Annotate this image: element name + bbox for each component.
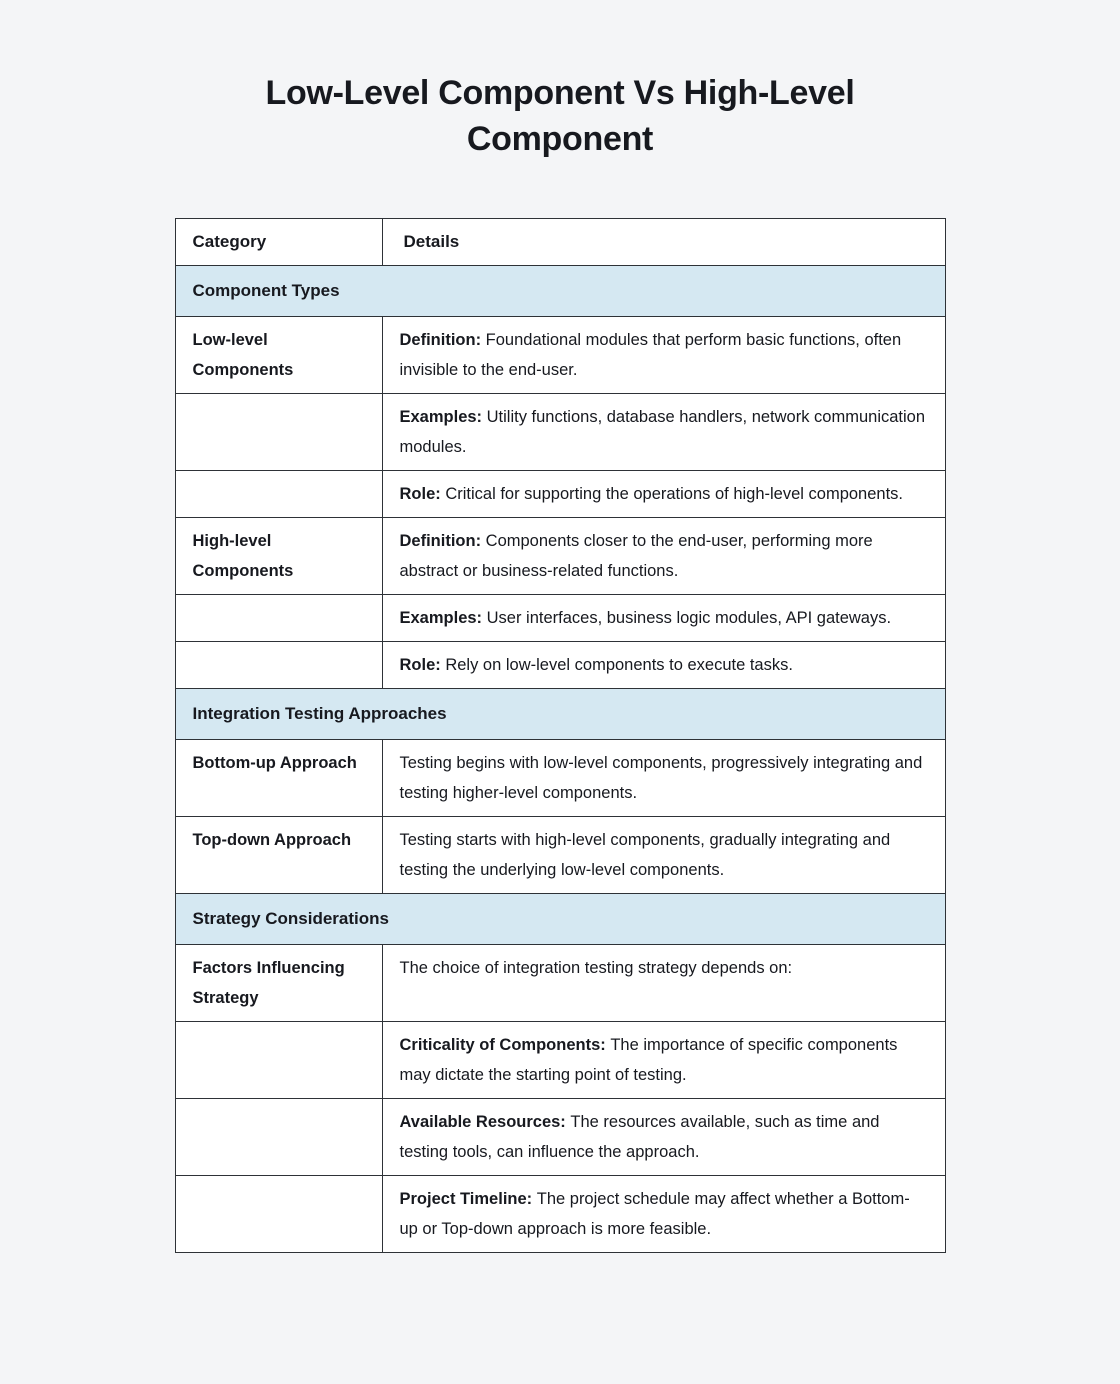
category-cell (175, 394, 382, 471)
table-row (175, 945, 945, 1022)
details-bold-lead: Examples: (399, 609, 487, 627)
details-cell: Definition: Foundational modules that perform basic functions, often invisible to the end-user. (382, 317, 945, 394)
details-cell: Testing begins with low-level components, progressively integrating and testing higher-level components. (382, 740, 945, 817)
table-body (175, 266, 945, 1253)
section-row (175, 266, 945, 317)
table-row (175, 595, 945, 642)
details-bold-lead: Definition: (399, 331, 486, 349)
table-row (175, 518, 945, 595)
category-cell: Factors Influencing Strategy (175, 945, 382, 1022)
column-header-category: Category (175, 219, 382, 266)
details-bold-lead: Available Resources: (399, 1113, 571, 1131)
category-cell: Low-level Components (175, 317, 382, 394)
details-cell: Testing starts with high-level components, gradually integrating and testing the underlying low-level components. (382, 817, 945, 894)
details-cell: The choice of integration testing strategy depends on: (382, 945, 945, 1022)
details-cell: Definition: Components closer to the end-user, performing more abstract or business-related functions. (382, 518, 945, 595)
section-label: Strategy Considerations (175, 894, 945, 945)
details-cell: Examples: User interfaces, business logic modules, API gateways. (382, 595, 945, 642)
table-row (175, 1176, 945, 1253)
category-cell: Top-down Approach (175, 817, 382, 894)
details-cell: Project Timeline: The project schedule may affect whether a Bottom-up or Top-down approach is more feasible. (382, 1176, 945, 1253)
category-cell (175, 1022, 382, 1099)
table-row (175, 817, 945, 894)
header-row (175, 219, 945, 266)
section-row (175, 894, 945, 945)
category-cell (175, 595, 382, 642)
details-bold-lead: Criticality of Components: (399, 1036, 611, 1054)
table-row (175, 642, 945, 689)
category-cell (175, 642, 382, 689)
details-cell: Criticality of Components: The importance of specific components may dictate the starting point of testing. (382, 1022, 945, 1099)
page-title: Low-Level Component Vs High-Level Component (265, 74, 855, 158)
table-row (175, 471, 945, 518)
details-bold-lead: Definition: (399, 532, 486, 550)
column-header-details: Details (382, 219, 945, 266)
details-bold-lead: Role: (399, 656, 446, 674)
table-row (175, 1099, 945, 1176)
section-label: Integration Testing Approaches (175, 689, 945, 740)
category-cell (175, 471, 382, 518)
category-cell (175, 1176, 382, 1253)
table-row (175, 740, 945, 817)
table-row (175, 317, 945, 394)
comparison-table (175, 218, 946, 1253)
details-cell: Role: Critical for supporting the operations of high-level components. (382, 471, 945, 518)
section-row (175, 689, 945, 740)
details-cell: Available Resources: The resources available, such as time and testing tools, can influence the approach. (382, 1099, 945, 1176)
details-cell: Role: Rely on low-level components to execute tasks. (382, 642, 945, 689)
table-row (175, 394, 945, 471)
section-label: Component Types (175, 266, 945, 317)
details-bold-lead: Role: (399, 485, 446, 503)
category-cell: Bottom-up Approach (175, 740, 382, 817)
table-row (175, 1022, 945, 1099)
details-bold-lead: Examples: (399, 408, 487, 426)
table-header (175, 219, 945, 266)
category-cell: High-level Components (175, 518, 382, 595)
details-cell: Examples: Utility functions, database handlers, network communication modules. (382, 394, 945, 471)
category-cell (175, 1099, 382, 1176)
details-bold-lead: Project Timeline: (399, 1190, 537, 1208)
